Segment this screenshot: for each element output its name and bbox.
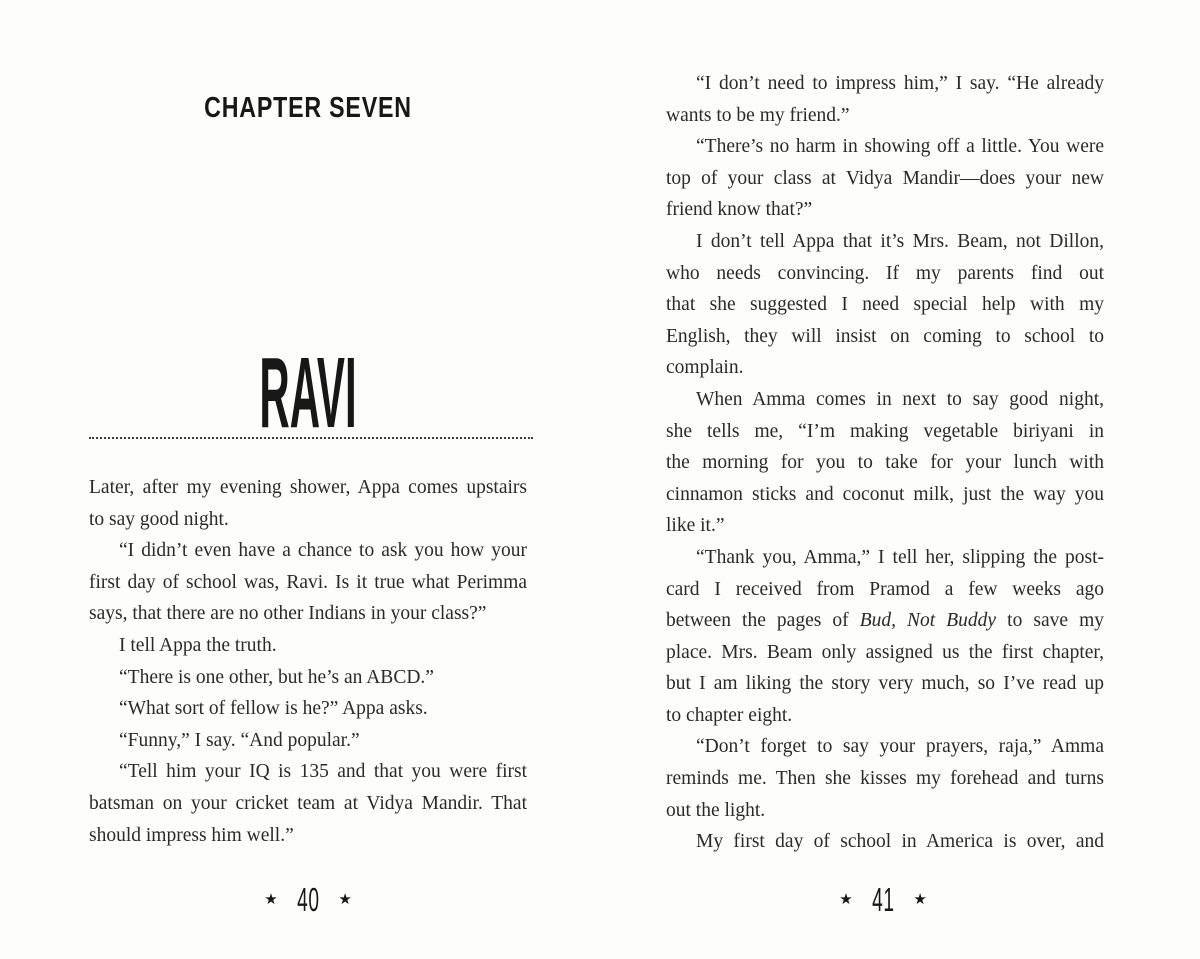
page-number: 40 xyxy=(296,880,320,918)
text-line: should impress him well.” xyxy=(89,824,294,846)
paragraph xyxy=(666,826,1104,858)
text-line: batsman on your cricket team at Vidya Mandir. That xyxy=(89,792,527,814)
page-footer-left xyxy=(88,878,528,920)
star-icon: ★ xyxy=(264,889,278,908)
text-line: English, they will insist on coming to school to xyxy=(666,325,1104,347)
text-line: wants to be my friend.” xyxy=(666,104,850,126)
text-line: between the pages of Bud, Not Buddy to save my xyxy=(666,610,1104,632)
paragraph xyxy=(89,662,527,694)
text-line: top of your class at Vidya Mandir—does your new xyxy=(666,167,1104,189)
paragraph xyxy=(89,630,527,662)
text-line: “Thank you, Amma,” I tell her, slipping the post- xyxy=(696,546,1104,568)
text-line: “I didn’t even have a chance to ask you how your xyxy=(119,540,527,562)
star-icon: ★ xyxy=(338,889,352,908)
paragraph xyxy=(89,535,527,630)
chapter-title: RAVI xyxy=(259,337,357,449)
text-line: friend know that?” xyxy=(666,199,813,221)
text-line: complain. xyxy=(666,357,744,379)
text-line: Later, after my evening shower, Appa comes upstairs xyxy=(89,477,527,498)
text-line: I don’t tell Appa that it’s Mrs. Beam, not Dillon, xyxy=(696,230,1104,252)
text-line: “Don’t forget to say your prayers, raja,” Amma xyxy=(696,736,1104,758)
text-line: to say good night. xyxy=(89,508,229,530)
text-line: but I am liking the story very much, so I’ve read up xyxy=(666,673,1104,695)
paragraph xyxy=(89,756,527,851)
text-line: who needs convincing. If my parents find out xyxy=(666,262,1104,284)
right-page-body xyxy=(666,68,1104,858)
dotted-rule xyxy=(89,430,533,439)
text-line: reminds me. Then she kisses my forehead and turns xyxy=(666,768,1104,790)
text-line: My first day of school in America is over, and xyxy=(696,831,1104,853)
text-line: “There’s no harm in showing off a little. You were xyxy=(696,136,1104,158)
text-line: “Funny,” I say. “And popular.” xyxy=(119,729,360,751)
star-icon: ★ xyxy=(839,889,853,908)
text-line: to chapter eight. xyxy=(666,704,793,726)
paragraph xyxy=(666,226,1104,384)
paragraph xyxy=(89,725,527,757)
paragraph xyxy=(89,693,527,725)
text-line: card I received from Pramod a few weeks ago xyxy=(666,578,1104,600)
paragraph xyxy=(666,131,1104,226)
text-line: the morning for you to take for your lunch with xyxy=(666,452,1104,474)
text-line: like it.” xyxy=(666,515,725,537)
page-footer-right xyxy=(663,878,1103,920)
chapter-heading: CHAPTER SEVEN xyxy=(204,92,412,124)
text-line: that she suggested I need special help with my xyxy=(666,294,1104,316)
page-number: 41 xyxy=(871,880,895,918)
text-line: says, that there are no other Indians in your class?” xyxy=(89,603,487,625)
text-line: “I don’t need to impress him,” I say. “He already xyxy=(696,73,1104,94)
text-line: place. Mrs. Beam only assigned us the first chapter, xyxy=(666,641,1104,663)
left-page-body xyxy=(89,472,527,851)
paragraph xyxy=(666,542,1104,732)
paragraph xyxy=(666,68,1104,131)
paragraph xyxy=(666,731,1104,826)
text-line: cinnamon sticks and coconut milk, just the way you xyxy=(666,483,1104,505)
text-line: she tells me, “I’m making vegetable biriyani in xyxy=(666,420,1104,442)
text-line: first day of school was, Ravi. Is it true what Perimma xyxy=(89,571,527,593)
star-icon: ★ xyxy=(913,889,927,908)
text-line: “What sort of fellow is he?” Appa asks. xyxy=(119,698,428,720)
paragraph xyxy=(89,472,527,535)
paragraph xyxy=(666,384,1104,542)
text-line: I tell Appa the truth. xyxy=(119,634,277,656)
text-line: out the light. xyxy=(666,799,766,821)
text-line: When Amma comes in next to say good night, xyxy=(696,388,1104,410)
text-line: “There is one other, but he’s an ABCD.” xyxy=(119,666,434,688)
text-line: “Tell him your IQ is 135 and that you were first xyxy=(119,761,527,783)
